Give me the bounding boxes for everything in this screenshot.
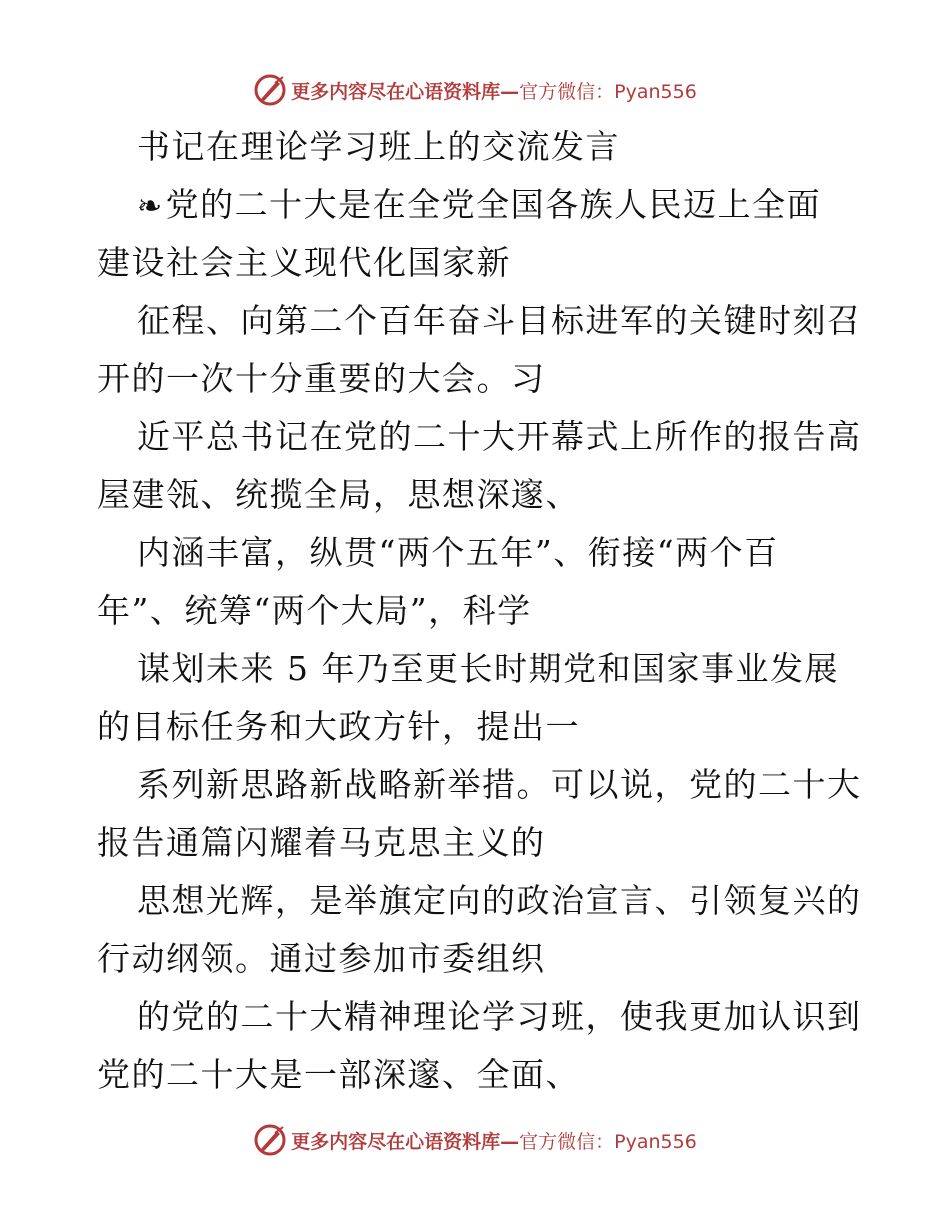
document-line: 谋划未来 5 年乃至更长时期党和国家事业发展 [137, 649, 839, 688]
document-line: 近平总书记在党的二十大开幕式上所作的报告高 [137, 417, 862, 456]
document-line: 书记在理论学习班上的交流发言 [137, 127, 620, 166]
document-line: 开的一次十分重要的大会。习 [97, 359, 546, 398]
watermark-text [291, 77, 697, 104]
fleuron-bullet-icon: ❧ [137, 189, 164, 224]
document-line: 屋建瓴、统揽全局，思想深邃、 [97, 475, 580, 514]
watermark-site-text: 更多内容尽在心语资料库 [291, 1130, 501, 1153]
watermark-site-text: 更多内容尽在心语资料库 [291, 80, 501, 103]
document-line: 征程、向第二个百年奋斗目标进军的关键时刻召 [137, 301, 862, 340]
document-line: 报告通篇闪耀着马克思主义的 [97, 823, 546, 862]
document-line: ❧党的二十大是在全党全国各族人民迈上全面 [137, 185, 822, 224]
watermark-dash: — [500, 80, 520, 103]
document-line: 内涵丰富，纵贯“两个五年”、衔接“两个百 [137, 533, 779, 572]
watermark-banner-bottom [0, 1120, 950, 1160]
document-line: 的目标任务和大政方针，提出一 [97, 707, 580, 746]
document-line: 思想光辉，是举旗定向的政治宣言、引领复兴的 [137, 881, 862, 920]
document-line: 年”、统筹“两个大局”，科学 [97, 591, 532, 630]
document-line: 系列新思路新战略新举措。可以说，党的二十大 [137, 765, 862, 804]
watermark-dash: — [500, 1130, 520, 1153]
watermark-text [291, 1127, 697, 1154]
document-line: 建设社会主义现代化国家新 [97, 243, 511, 282]
watermark-contact-text: 官方微信：Pyan556 [519, 80, 697, 103]
watermark-contact-text: 官方微信：Pyan556 [519, 1130, 697, 1153]
watermark-banner-top [0, 70, 950, 110]
document-line: 行动纲领。通过参加市委组织 [97, 939, 546, 978]
quill-logo-icon [253, 73, 287, 107]
document-line: 党的二十大是一部深邃、全面、 [97, 1055, 580, 1094]
document-body [97, 118, 862, 1104]
document-line: 的党的二十大精神理论学习班，使我更加认识到 [137, 997, 862, 1036]
quill-logo-icon [253, 1123, 287, 1157]
